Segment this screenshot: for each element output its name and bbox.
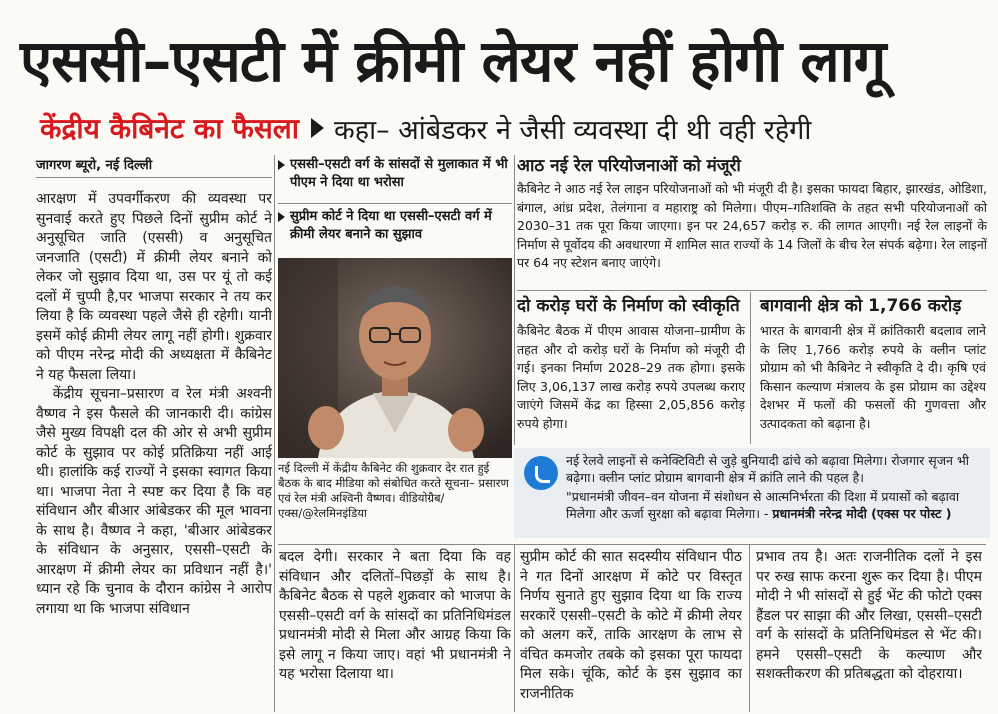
horticulture-title: बागवानी क्षेत्र को 1,766 करोड़ — [760, 296, 962, 316]
arrow-right-icon — [311, 118, 324, 138]
photo-caption: नई दिल्ली में केंद्रीय कैबिनेट की शुक्रवार देर रात हुई बैठक के बाद मीडिया को संबोधित करते सूचना– प्रसारण एवं रेल मंत्री अश्विनी वैष्णव। वीडियोग्रैब/एक्स/@रेलमिनइंडिया — [278, 461, 509, 520]
divider — [278, 203, 512, 204]
column-3-body: सुप्रीम कोर्ट की सात सदस्यीय संविधान पीठ ने गत दिनों आरक्षण में कोटे पर विस्तृत निर्णय सुनाते हुए सुझाव दिया था कि राज्य सरकारें एससी–एसटी के कोटे में क्रीमी लेयर को अलग करें, ताकि आरक्षण के लाभ से वंचित कमजोर तबके को इसका पूरा फायदा मिल सके। चूंकि, कोर्ट के इस सुझाव का राजनीतिक — [520, 549, 742, 702]
quote-text: नई रेलवे लाइनों से कनेक्टिविटी से जुड़े बुनियादी ढांचे को बढ़ावा मिलेगा। रोजगार सृजन भी बढ़ेगा। क्लीन प्लांट प्रोग्राम बागवानी क्षेत्र में क्रांति लाने की पहल है। — [566, 453, 969, 485]
subhead-kicker: केंद्रीय कैबिनेट का फैसला — [40, 112, 300, 145]
side-note: सुप्रीम कोर्ट ने दिया था एससी–एसटी वर्ग में क्रीमी लेयर बनाने का सुझाव — [278, 208, 510, 244]
column-divider — [514, 545, 515, 712]
divider — [517, 290, 987, 291]
person-photo-icon — [278, 258, 512, 458]
houses-title: दो करोड़ घरों के निर्माण को स्वीकृति — [517, 296, 740, 316]
subhead-row — [40, 105, 980, 151]
column-divider — [749, 545, 750, 712]
headline: एससी–एसटी में क्रीमी लेयर नहीं होगी लागू — [20, 27, 886, 95]
quote-line: "प्रधानमंत्री जीवन–वन योजना में संशोधन से आत्मनिर्भरता की दिशा में प्रयासों को बढ़ावा मिलेगा और ऊर्जा सुरक्षा को बढ़ावा मिलेगा। - — [566, 489, 960, 521]
paragraph: आरक्षण में उपवर्गीकरण की व्यवस्था पर सुनवाई करते हुए पिछले दिनों सुप्रीम कोर्ट ने अनुसूचित जाति (एससी) व अनुसूचित जनजाति (एसटी) में क्रीमी लेयर बनाने को लेकर जो सुझाव दिया था, उस पर यूं तो कई दलों में चुप्पी है,पर भाजपा सरकार ने तय कर लिया है कि व्यवस्था पहले जैसे ही रहेगी। यानी इसमें कोई क्रीमी लेयर लागू नहीं होगी। शुक्रवार को पीएम नरेन्द्र मोदी की अध्यक्षता में कैबिनेट ने यह फैसला लिया। — [36, 191, 272, 383]
minister-photo — [278, 258, 512, 458]
column-divider — [274, 155, 275, 712]
middle-column-body: बदल देगी। सरकार ने बता दिया कि वह संविधान और दलितों–पिछड़ों के साथ है। कैबिनेट बैठक से पहले शुक्रवार को भाजपा के एससी–एसटी वर्ग के सांसदों का प्रतिनिधिमंडल प्रधानमंत्री मोदी से मिला और आग्रह किया कि इसे लागू न किया जाए। वहां भी प्रधानमंत्री ने यह भरोसा दिलाया था। — [279, 549, 511, 682]
column-divider — [514, 155, 515, 445]
paragraph: केंद्रीय सूचना–प्रसारण व रेल मंत्री अश्वनी वैष्णव ने इस फैसले की जानकारी दी। कांग्रेस जैसे मुख्य विपक्षी दल की ओर से अभी सुप्रीम कोर्ट के सुझाव पर कोई प्रतिक्रिया नहीं आई थी। हालांकि कई राज्यों ने इसका स्वागत किया था। भाजपा नेता ने स्पष्ट कर दिया है कि वह संविधान और बीआर आंबेडकर की मूल भावना के साथ है। वैष्णव ने कहा, 'बीआर आंबेडकर के संविधान के अनुसार, एससी–एसटी के आरक्षण में क्रीमी लेयर का प्रविधान नहीं है।' ध्यान रहे कि चुनाव के दौरान कांग्रेस ने आरोप लगाया था कि भाजपा संविधान — [36, 386, 272, 617]
byline: जागरण ब्यूरो, नई दिल्ली — [36, 155, 272, 178]
quote-text-2 — [566, 488, 982, 522]
horticulture-body: भारत के बागवानी क्षेत्र में क्रांतिकारी बदलाव लाने के लिए 1,766 करोड़ रुपये के क्लीन प्लांट प्रोग्राम को भी कैबिनेट ने स्वीकृति दे दी। कृषि एवं किसान कल्याण मंत्रालय के इस प्रोग्राम का उद्देश्य देशभर में फलों की फसलों की गुणवत्ता और उत्पादकता को बढ़ाना है। — [760, 323, 986, 431]
subhead-text: कहा– आंबेडकर ने जैसी व्यवस्था दी थी वही रहेगी — [334, 114, 812, 146]
divider — [278, 544, 986, 545]
pm-quote-box — [514, 448, 990, 538]
rail-projects-body: कैबिनेट ने आठ नई रेल लाइन परियोजनाओं को भी मंजूरी दी है। इसका फायदा बिहार, झारखंड, ओडिशा, बंगाल, आंध्र प्रदेश, तेलंगाना व महाराष्ट्र को मिलेगा। पीएम–गतिशक्ति के तहत सभी परियोजनाओं को 2030–31 तक पूरा किया जाएगा। इन पर 24,657 करोड़ रु. की लागत आएगी। नई रेल लाइनों के निर्माण से पूर्वोदय की अवधारणा में शामिल सात राज्यों के 14 जिलों के बीच रेल संपर्क बढ़ेगा। रेल लाइनों पर 64 नए स्टेशन बनाए जाएंगे। — [517, 181, 987, 270]
left-column-body — [36, 190, 272, 712]
houses-body: कैबिनेट बैठक में पीएम आवास योजना–ग्रामीण के तहत और दो करोड़ घरों के निर्माण को मंजूरी दी गई। इनका निर्माण 2028–29 तक होगा। इसके लिए 3,06,137 लाख करोड़ रुपये उपलब्ध कराए जाएंगे जिसमें केंद्र का हिस्सा 2,05,856 करोड़ रुपये होगा। — [517, 323, 745, 431]
column-4-body: प्रभाव तय है। अतः राजनीतिक दलों ने इस पर रुख साफ करना शुरू कर दिया है। पीएम मोदी ने भी सांसदों से हुई भेंट की फोटो एक्स हैंडल पर साझा की और लिखा, एससी–एसटी वर्ग के सांसदों के प्रतिनिधिमंडल से भेंट की। हमने एससी–एसटी के कल्याण और सशक्तीकरण की प्रतिबद्धता को दोहराया। — [756, 549, 982, 682]
column-divider — [750, 292, 751, 444]
quote-author: प्रधानमंत्री नरेन्द्र मोदी (एक्स पर पोस्ट ) — [772, 506, 952, 521]
side-note: एससी–एसटी वर्ग के सांसदों से मुलाकात में भी पीएम ने दिया था भरोसा — [278, 156, 510, 192]
quote-icon — [524, 456, 558, 490]
rail-projects-title: आठ नई रेल परियोजनाओं को मंजूरी — [517, 156, 741, 176]
